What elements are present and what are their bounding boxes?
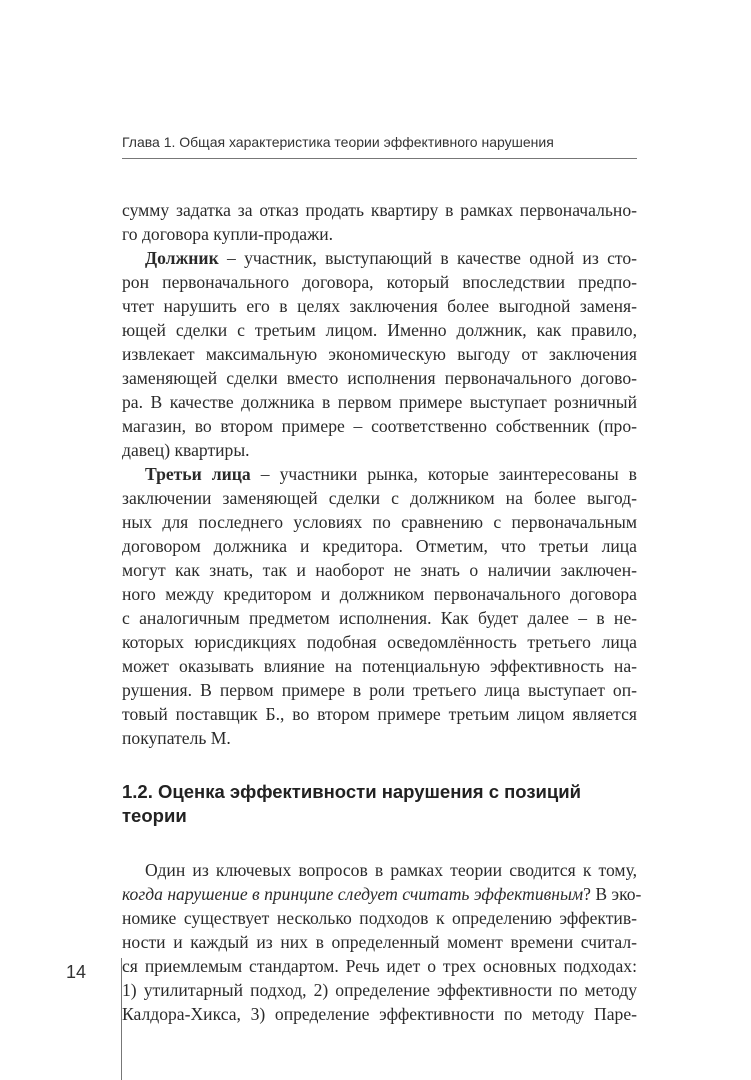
text-line: Третьи лица – участники рынка, которые заинтересованы в [145, 464, 637, 484]
page-number: 14 [66, 962, 87, 982]
text-line: сумму задатка за отказ продать квартиру в рамках первоначально- [122, 200, 637, 220]
text-line: покупатель М. [122, 728, 231, 748]
text-line: ного между кредитором и должником первоначального договора [122, 584, 637, 604]
header-rule [122, 158, 637, 159]
text-line: заключении заменяющей сделки с должником на более выгод- [122, 488, 637, 508]
text-line: рушения. В первом примере в роли третьего лица выступает оп- [122, 680, 637, 700]
section-heading: 1.2. Оценка эффективности нарушения с позиций [122, 781, 582, 802]
text-line: давец) квартиры. [122, 440, 250, 460]
text-line: ся приемлемым стандартом. Речь идет о трех основных подходах: [122, 956, 637, 976]
text-line: заменяющей сделки вместо исполнения первоначального догово- [122, 368, 637, 388]
text-line: могут как знать, так и наоборот не знать о наличии заключен- [122, 560, 637, 580]
text-line: ных для последнего условиях по сравнению с первоначальным [122, 512, 637, 532]
text-line: с аналогичным предметом исполнения. Как будет далее – в не- [122, 608, 637, 628]
text-line: когда нарушение в принципе следует считать эффективным? В эко- [122, 884, 642, 904]
term-debtor: Должник [145, 248, 219, 268]
text-line: Калдора-Хикса, 3) определение эффективности по методу Паре- [122, 1004, 637, 1024]
text-line: го договора купли-продажи. [122, 224, 334, 244]
text-line: Должник – участник, выступающий в качестве одной из сто- [145, 248, 637, 268]
section-heading-continued: теории [122, 805, 187, 826]
text-line: товый поставщик Б., во втором примере третьим лицом является [122, 704, 637, 724]
running-header: Глава 1. Общая характеристика теории эффективного нарушения [122, 134, 554, 150]
italic-emphasis: когда нарушение в принципе следует считать эффективным [122, 884, 584, 904]
text-line: рон первоначального договора, который впоследствии предпо- [122, 272, 637, 292]
text-line: 1) утилитарный подход, 2) определение эффективности по методу [122, 980, 637, 1000]
text-line: чтет нарушить его в целях заключения более выгодной заменя- [122, 296, 637, 316]
text-line: ности и каждый из них в определенный момент времени считал- [122, 932, 637, 952]
footer-rule [121, 958, 122, 1080]
term-third-parties: Третьи лица [145, 464, 251, 484]
text-line: ющей сделки с третьим лицом. Именно должник, как правило, [122, 320, 637, 340]
text-line: ра. В качестве должника в первом примере выступает розничный [122, 392, 637, 412]
text-line: номике существует несколько подходов к определению эффектив- [122, 908, 637, 928]
text-line: договором должника и кредитора. Отметим, что третьи лица [122, 536, 637, 556]
text-line: которых юрисдикциях подобная осведомлённость третьего лица [122, 632, 637, 652]
text-line: извлекает максимальную экономическую выгоду от заключения [122, 344, 637, 364]
text-line: Один из ключевых вопросов в рамках теории сводится к тому, [145, 860, 637, 880]
text-line: магазин, во втором примере – соответственно собственник (про- [122, 416, 637, 436]
text-line: может оказывать влияние на потенциальную эффективность на- [122, 656, 637, 676]
